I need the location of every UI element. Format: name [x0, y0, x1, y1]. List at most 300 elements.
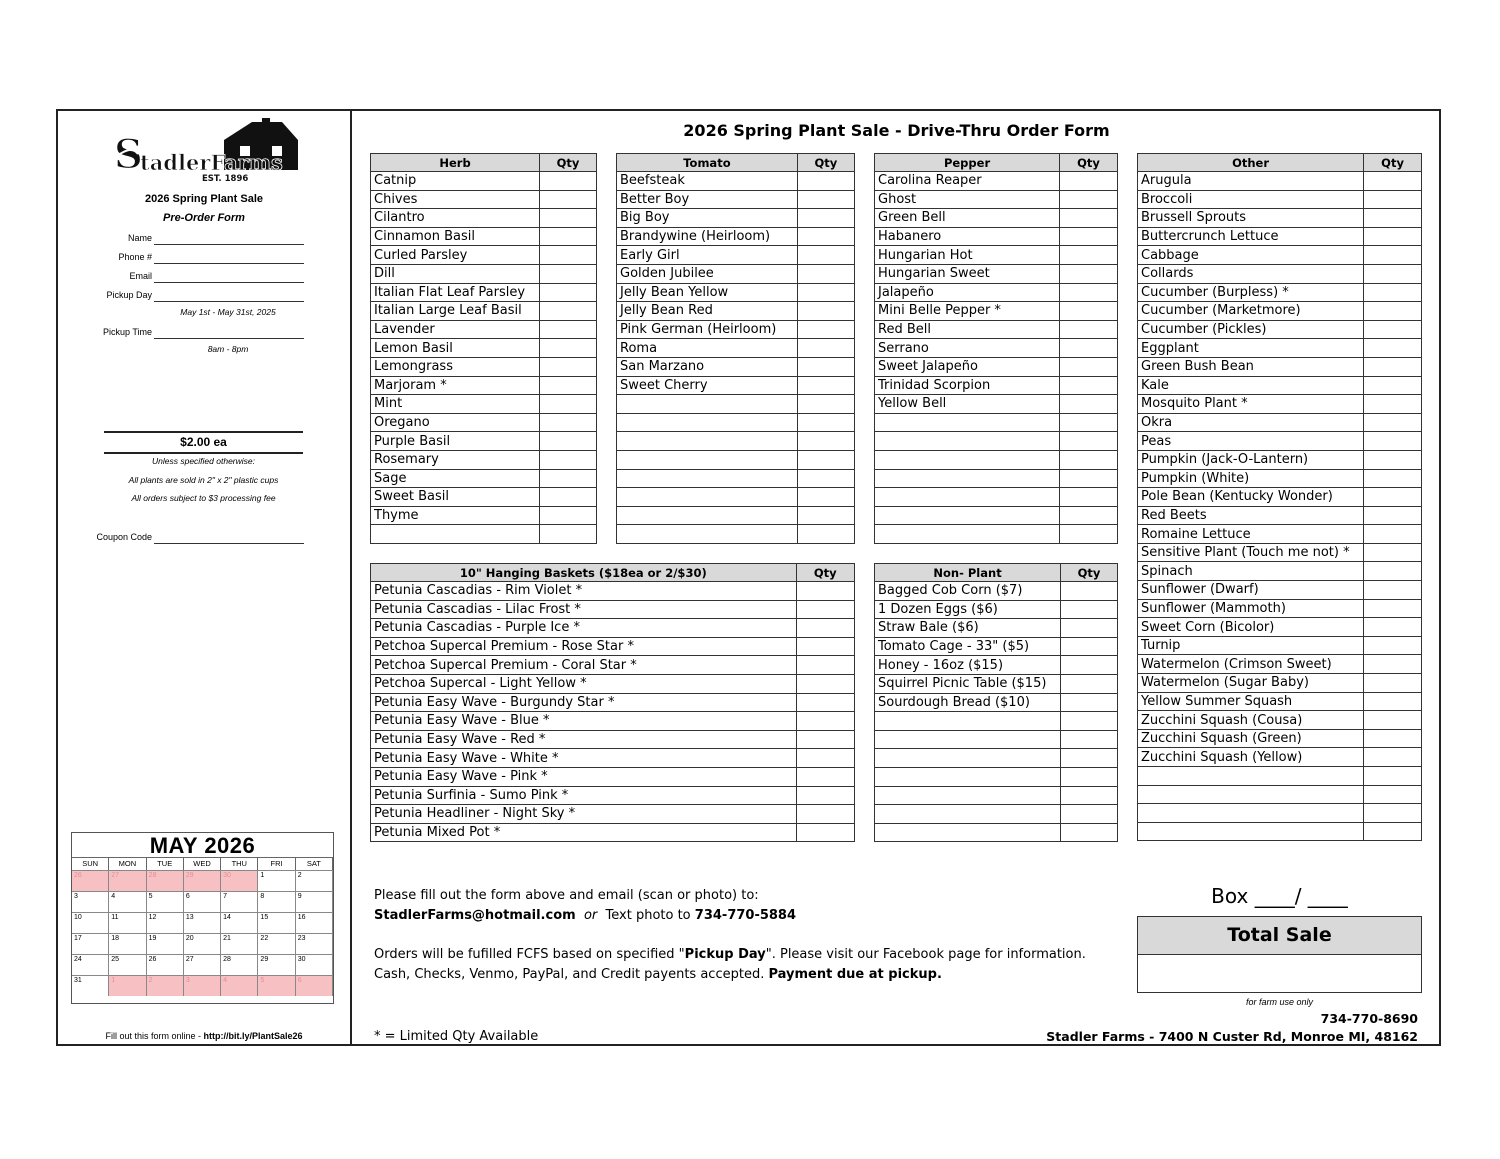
nonplant-qty-input[interactable] — [1061, 712, 1118, 731]
table-row — [875, 320, 1118, 339]
baskets-qty-input[interactable] — [796, 786, 854, 805]
name-input-line[interactable] — [154, 244, 304, 245]
total-sale-header: Total Sale — [1138, 917, 1421, 955]
tomato-qty-input[interactable] — [797, 320, 854, 339]
svg-text:tadlerFarms: tadlerFarms — [140, 150, 283, 175]
calendar-day: 12 — [147, 912, 184, 933]
table-row — [617, 227, 855, 246]
table-row — [371, 320, 597, 339]
other-qty-input[interactable] — [1364, 748, 1422, 767]
phone-input-line[interactable] — [154, 263, 304, 264]
other-qty-input[interactable] — [1364, 264, 1422, 283]
table-row — [371, 749, 855, 768]
nonplant-qty-input[interactable] — [1061, 582, 1118, 601]
other-qty-input[interactable] — [1364, 711, 1422, 730]
herb-qty-input[interactable] — [540, 227, 597, 246]
nonplant-qty-input[interactable] — [1061, 823, 1118, 842]
nonplant-qty-input[interactable] — [1061, 637, 1118, 656]
pepper-item — [875, 506, 1060, 525]
other-item: Brussell Sprouts — [1138, 209, 1364, 228]
other-qty-input[interactable] — [1364, 172, 1422, 191]
other-qty-input[interactable] — [1364, 636, 1422, 655]
tomato-qty-input[interactable] — [797, 376, 854, 395]
payment-due-note: Payment due at pickup. — [768, 967, 942, 982]
pepper-item: Carolina Reaper — [875, 172, 1060, 191]
barn-logo-icon — [112, 118, 300, 184]
other-item: Romaine Lettuce — [1138, 525, 1364, 544]
line3-text-c: ". Please visit our Facebook page for information. — [765, 947, 1086, 962]
herb-qty-input[interactable] — [540, 450, 597, 469]
pepper-item: Hungarian Hot — [875, 246, 1060, 265]
herb-item: Rosemary — [371, 450, 540, 469]
calendar-day: 5 — [147, 891, 184, 912]
tomato-item: Beefsteak — [617, 172, 798, 191]
calendar-day: 4 — [109, 891, 146, 912]
table-row — [1138, 767, 1422, 786]
table-row — [1138, 339, 1422, 358]
herb-qty-input[interactable] — [540, 339, 597, 358]
pepper-qty-input[interactable] — [1060, 376, 1118, 395]
calendar-dow: WED — [184, 858, 221, 870]
table-row — [371, 656, 855, 675]
pepper-qty-input[interactable] — [1060, 357, 1118, 376]
herb-qty-input[interactable] — [540, 432, 597, 451]
herb-item: Dill — [371, 264, 540, 283]
tomato-qty-input[interactable] — [797, 190, 854, 209]
other-item: Sunflower (Mammoth) — [1138, 599, 1364, 618]
other-qty-input[interactable] — [1364, 581, 1422, 600]
calendar-day: 6 — [296, 975, 333, 996]
table-row — [1138, 320, 1422, 339]
nonplant-header: Non- Plant — [875, 564, 1061, 582]
nonplant-qty-input[interactable] — [1061, 674, 1118, 693]
herb-qty-input[interactable] — [540, 209, 597, 228]
table-row — [371, 190, 597, 209]
calendar-day: 4 — [221, 975, 258, 996]
baskets-item: Petunia Mixed Pot * — [371, 823, 797, 842]
pickup-time-note: 8am - 8pm — [207, 344, 249, 354]
table-row — [1138, 822, 1422, 841]
table-row — [617, 450, 855, 469]
other-qty-input[interactable] — [1364, 357, 1422, 376]
pepper-item — [875, 525, 1060, 544]
other-qty-input[interactable] — [1364, 562, 1422, 581]
baskets-qty-input[interactable] — [796, 805, 854, 824]
table-row — [875, 227, 1118, 246]
pepper-qty-input[interactable] — [1060, 320, 1118, 339]
pepper-item: Hungarian Sweet — [875, 264, 1060, 283]
other-qty-input[interactable] — [1364, 822, 1422, 841]
table-row — [371, 674, 855, 693]
other-item: Turnip — [1138, 636, 1364, 655]
pickup-time-field[interactable] — [70, 325, 304, 339]
other-qty-input[interactable] — [1364, 190, 1422, 209]
nonplant-item: Straw Bale ($6) — [875, 619, 1061, 638]
other-qty-input[interactable] — [1364, 450, 1422, 469]
table-row — [875, 246, 1118, 265]
table-row — [617, 283, 855, 302]
hanging-baskets-table — [370, 563, 855, 842]
other-item: Yellow Summer Squash — [1138, 692, 1364, 711]
tomato-qty-input[interactable] — [797, 264, 854, 283]
pepper-qty-input[interactable] — [1060, 395, 1118, 414]
calendar-day: 14 — [221, 912, 258, 933]
pepper-qty-input[interactable] — [1060, 469, 1118, 488]
other-qty-input[interactable] — [1364, 209, 1422, 228]
herb-qty-input[interactable] — [540, 525, 597, 544]
baskets-qty-input[interactable] — [796, 767, 854, 786]
table-row — [875, 712, 1118, 731]
baskets-item: Petchoa Supercal - Light Yellow * — [371, 674, 797, 693]
calendar-day: 30 — [221, 870, 258, 891]
other-item: Okra — [1138, 413, 1364, 432]
panel-divider — [350, 109, 352, 1046]
stadler-farms-logo — [112, 118, 300, 184]
table-row — [1138, 209, 1422, 228]
other-qty-input[interactable] — [1364, 506, 1422, 525]
table-row — [1138, 413, 1422, 432]
table-row — [875, 209, 1118, 228]
baskets-qty-input[interactable] — [796, 656, 854, 675]
other-qty-input[interactable] — [1364, 395, 1422, 414]
tomato-qty-header: Qty — [797, 154, 854, 172]
tomato-qty-input[interactable] — [797, 302, 854, 321]
tomato-qty-input[interactable] — [797, 506, 854, 525]
other-qty-input[interactable] — [1364, 283, 1422, 302]
name-field[interactable] — [70, 231, 304, 245]
left-subtitle: Pre-Order Form — [163, 212, 245, 224]
price-note-1: Unless specified otherwise: — [152, 456, 255, 466]
herb-qty-input[interactable] — [540, 376, 597, 395]
box-number-label: Box ____/ ____ — [1211, 884, 1348, 908]
table-row — [371, 600, 855, 619]
table-row — [875, 767, 1118, 786]
table-row — [371, 730, 855, 749]
table-row — [617, 525, 855, 544]
nonplant-qty-input[interactable] — [1061, 786, 1118, 805]
other-item: Collards — [1138, 264, 1364, 283]
herb-qty-input[interactable] — [540, 264, 597, 283]
other-qty-input[interactable] — [1364, 227, 1422, 246]
herb-qty-input[interactable] — [540, 413, 597, 432]
other-qty-input[interactable] — [1364, 543, 1422, 562]
calendar-day: 7 — [221, 891, 258, 912]
table-row — [371, 525, 597, 544]
baskets-qty-input[interactable] — [796, 600, 854, 619]
pepper-qty-input[interactable] — [1060, 190, 1118, 209]
calendar-day: 28 — [221, 954, 258, 975]
other-qty-input[interactable] — [1364, 339, 1422, 358]
tomato-item — [617, 506, 798, 525]
pepper-qty-input[interactable] — [1060, 432, 1118, 451]
pickup-time-input-line[interactable] — [154, 338, 304, 339]
other-qty-input[interactable] — [1364, 804, 1422, 823]
baskets-item: Petunia Easy Wave - Blue * — [371, 712, 797, 731]
pepper-item: Mini Belle Pepper * — [875, 302, 1060, 321]
table-row — [875, 674, 1118, 693]
herb-table — [370, 153, 597, 544]
other-qty-input[interactable] — [1364, 302, 1422, 321]
nonplant-qty-input[interactable] — [1061, 805, 1118, 824]
calendar-day: 15 — [258, 912, 295, 933]
calendar-dow: THU — [221, 858, 258, 870]
pepper-qty-input[interactable] — [1060, 488, 1118, 507]
contact-email[interactable]: StadlerFarms@hotmail.com — [374, 908, 576, 923]
pepper-item: Trinidad Scorpion — [875, 376, 1060, 395]
tomato-item: Sweet Cherry — [617, 376, 798, 395]
herb-item: Sweet Basil — [371, 488, 540, 507]
other-item: Green Bush Bean — [1138, 357, 1364, 376]
herb-qty-input[interactable] — [540, 172, 597, 191]
table-row — [1138, 674, 1422, 693]
coupon-field[interactable] — [70, 530, 304, 544]
other-qty-input[interactable] — [1364, 599, 1422, 618]
tomato-qty-input[interactable] — [797, 283, 854, 302]
left-title: 2026 Spring Plant Sale — [145, 193, 263, 205]
pickup-day-input-line[interactable] — [154, 301, 304, 302]
pepper-qty-input[interactable] — [1060, 339, 1118, 358]
footer-text: Fill out this form online - — [105, 1031, 204, 1041]
other-qty-input[interactable] — [1364, 432, 1422, 451]
table-row — [371, 395, 597, 414]
tomato-qty-input[interactable] — [797, 339, 854, 358]
other-qty-input[interactable] — [1364, 729, 1422, 748]
tomato-qty-input[interactable] — [797, 488, 854, 507]
tomato-item: Jelly Bean Red — [617, 302, 798, 321]
herb-item: Curled Parsley — [371, 246, 540, 265]
herb-qty-input[interactable] — [540, 506, 597, 525]
email-field[interactable] — [70, 269, 304, 283]
nonplant-item — [875, 767, 1061, 786]
tomato-item: Early Girl — [617, 246, 798, 265]
pickup-day-field[interactable] — [70, 288, 304, 302]
other-qty-input[interactable] — [1364, 785, 1422, 804]
table-row — [1138, 785, 1422, 804]
calendar-day: 27 — [109, 870, 146, 891]
tomato-qty-input[interactable] — [797, 432, 854, 451]
tomato-qty-input[interactable] — [797, 227, 854, 246]
nonplant-qty-header: Qty — [1061, 564, 1118, 582]
herb-item: Oregano — [371, 413, 540, 432]
baskets-qty-input[interactable] — [796, 637, 854, 656]
tomato-table — [616, 153, 855, 544]
nonplant-item — [875, 712, 1061, 731]
other-qty-input[interactable] — [1364, 655, 1422, 674]
herb-qty-input[interactable] — [540, 488, 597, 507]
baskets-qty-input[interactable] — [796, 730, 854, 749]
nonplant-qty-input[interactable] — [1061, 749, 1118, 768]
herb-qty-input[interactable] — [540, 246, 597, 265]
nonplant-qty-input[interactable] — [1061, 600, 1118, 619]
tomato-qty-input[interactable] — [797, 469, 854, 488]
calendar-dow: SAT — [296, 858, 333, 870]
table-row — [1138, 283, 1422, 302]
table-row — [371, 172, 597, 191]
baskets-qty-input[interactable] — [796, 619, 854, 638]
other-qty-input[interactable] — [1364, 320, 1422, 339]
calendar-day: 10 — [72, 912, 109, 933]
line4-text-a: Cash, Checks, Venmo, PayPal, and Credit payents accepted. — [374, 967, 769, 982]
pepper-qty-input[interactable] — [1060, 172, 1118, 191]
tomato-qty-input[interactable] — [797, 172, 854, 191]
calendar-day: 8 — [258, 891, 295, 912]
other-qty-input[interactable] — [1364, 525, 1422, 544]
nonplant-qty-input[interactable] — [1061, 693, 1118, 712]
other-qty-input[interactable] — [1364, 488, 1422, 507]
calendar-day: 26 — [147, 954, 184, 975]
online-form-link[interactable]: http://bit.ly/PlantSale26 — [203, 1031, 303, 1041]
phone-field[interactable] — [70, 250, 304, 264]
table-row — [875, 637, 1118, 656]
herb-item: Chives — [371, 190, 540, 209]
tomato-qty-input[interactable] — [797, 209, 854, 228]
calendar-day: 28 — [147, 870, 184, 891]
other-qty-input[interactable] — [1364, 376, 1422, 395]
pepper-qty-input[interactable] — [1060, 525, 1118, 544]
table-row — [1138, 302, 1422, 321]
pepper-qty-input[interactable] — [1060, 283, 1118, 302]
calendar-day: 18 — [109, 933, 146, 954]
herb-item: Marjoram * — [371, 376, 540, 395]
other-qty-input[interactable] — [1364, 413, 1422, 432]
non-plant-table — [874, 563, 1118, 842]
table-row — [617, 432, 855, 451]
baskets-qty-input[interactable] — [796, 749, 854, 768]
table-row — [617, 209, 855, 228]
herb-qty-input[interactable] — [540, 320, 597, 339]
herb-qty-input[interactable] — [540, 190, 597, 209]
total-sale-value[interactable] — [1138, 955, 1421, 992]
table-row — [371, 432, 597, 451]
table-row — [617, 302, 855, 321]
table-row — [875, 525, 1118, 544]
other-qty-input[interactable] — [1364, 618, 1422, 637]
other-qty-input[interactable] — [1364, 469, 1422, 488]
other-item: Cucumber (Pickles) — [1138, 320, 1364, 339]
baskets-item: Petchoa Supercal Premium - Coral Star * — [371, 656, 797, 675]
other-item — [1138, 785, 1364, 804]
farm-phone: 734-770-8690 — [1320, 1011, 1418, 1026]
tomato-item: Big Boy — [617, 209, 798, 228]
pepper-item: Green Bell — [875, 209, 1060, 228]
table-row — [1138, 172, 1422, 191]
email-input-line[interactable] — [154, 282, 304, 283]
nonplant-qty-input[interactable] — [1061, 619, 1118, 638]
pickup-time-label: Pickup Time — [102, 327, 152, 337]
calendar-day: 31 — [72, 975, 109, 996]
other-item: Sunflower (Dwarf) — [1138, 581, 1364, 600]
herb-qty-input[interactable] — [540, 302, 597, 321]
other-item: Sensitive Plant (Touch me not) * — [1138, 543, 1364, 562]
table-row — [617, 172, 855, 191]
table-row — [875, 413, 1118, 432]
tomato-item: Brandywine (Heirloom) — [617, 227, 798, 246]
tomato-qty-input[interactable] — [797, 413, 854, 432]
other-item — [1138, 804, 1364, 823]
pepper-item: Yellow Bell — [875, 395, 1060, 414]
nonplant-qty-input[interactable] — [1061, 730, 1118, 749]
calendar-day: 25 — [109, 954, 146, 975]
tomato-qty-input[interactable] — [797, 357, 854, 376]
calendar-day: 5 — [258, 975, 295, 996]
nonplant-qty-input[interactable] — [1061, 656, 1118, 675]
pepper-item — [875, 413, 1060, 432]
other-item: Cucumber (Marketmore) — [1138, 302, 1364, 321]
herb-item: Mint — [371, 395, 540, 414]
table-row — [371, 805, 855, 824]
table-row — [617, 376, 855, 395]
baskets-qty-input[interactable] — [796, 582, 854, 601]
nonplant-item: Sourdough Bread ($10) — [875, 693, 1061, 712]
table-row — [1138, 804, 1422, 823]
other-item: Arugula — [1138, 172, 1364, 191]
name-label: Name — [127, 233, 152, 243]
total-sale-box — [1137, 916, 1422, 993]
table-row — [1138, 729, 1422, 748]
pepper-item — [875, 432, 1060, 451]
pepper-qty-input[interactable] — [1060, 246, 1118, 265]
calendar-dow: MON — [109, 858, 146, 870]
calendar-day: 9 — [296, 891, 333, 912]
coupon-input-line[interactable] — [154, 543, 304, 544]
tomato-qty-input[interactable] — [797, 525, 854, 544]
table-row — [617, 506, 855, 525]
table-row — [371, 264, 597, 283]
other-item: Broccoli — [1138, 190, 1364, 209]
baskets-qty-input[interactable] — [796, 674, 854, 693]
tomato-qty-input[interactable] — [797, 450, 854, 469]
tomato-item — [617, 469, 798, 488]
pepper-qty-input[interactable] — [1060, 506, 1118, 525]
tomato-qty-input[interactable] — [797, 395, 854, 414]
pepper-qty-input[interactable] — [1060, 264, 1118, 283]
herb-qty-input[interactable] — [540, 283, 597, 302]
pepper-qty-input[interactable] — [1060, 227, 1118, 246]
pepper-qty-input[interactable] — [1060, 209, 1118, 228]
herb-qty-input[interactable] — [540, 357, 597, 376]
table-row — [875, 302, 1118, 321]
pepper-item: Habanero — [875, 227, 1060, 246]
baskets-item: Petunia Easy Wave - Red * — [371, 730, 797, 749]
pepper-qty-input[interactable] — [1060, 302, 1118, 321]
tomato-qty-input[interactable] — [797, 246, 854, 265]
table-row — [371, 767, 855, 786]
other-item: Pole Bean (Kentucky Wonder) — [1138, 488, 1364, 507]
baskets-item: Petunia Headliner - Night Sky * — [371, 805, 797, 824]
baskets-qty-input[interactable] — [796, 823, 854, 842]
calendar-dow: TUE — [147, 858, 184, 870]
herb-qty-input[interactable] — [540, 395, 597, 414]
calendar-day: 30 — [296, 954, 333, 975]
table-row — [875, 264, 1118, 283]
calendar-grid — [72, 870, 333, 996]
baskets-qty-input[interactable] — [796, 693, 854, 712]
coupon-label: Coupon Code — [96, 532, 152, 542]
baskets-qty-input[interactable] — [796, 712, 854, 731]
herb-qty-input[interactable] — [540, 469, 597, 488]
other-item: Zucchini Squash (Green) — [1138, 729, 1364, 748]
other-qty-input[interactable] — [1364, 246, 1422, 265]
other-item — [1138, 822, 1364, 841]
table-row — [1138, 581, 1422, 600]
table-row — [875, 656, 1118, 675]
pepper-qty-input[interactable] — [1060, 413, 1118, 432]
other-qty-input[interactable] — [1364, 692, 1422, 711]
other-qty-input[interactable] — [1364, 674, 1422, 693]
pepper-qty-input[interactable] — [1060, 450, 1118, 469]
nonplant-qty-input[interactable] — [1061, 767, 1118, 786]
other-qty-input[interactable] — [1364, 767, 1422, 786]
